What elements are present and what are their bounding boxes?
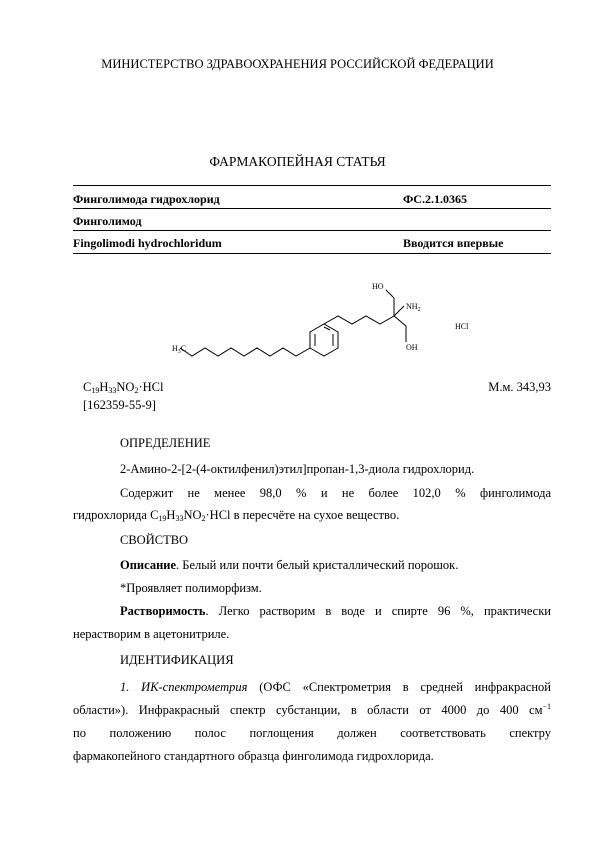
heading-identification: ИДЕНТИФИКАЦИЯ: [120, 653, 234, 667]
molecular-formula: $C_{19}H_{33}NO_2\cdot HCl$: [83, 380, 164, 395]
structure-label-nh2: $NH_2$: [406, 302, 421, 313]
polymorphism-note: *Проявляет полиморфизм.: [120, 581, 262, 595]
divider-bottom: [73, 253, 551, 254]
heading-definition: ОПРЕДЕЛЕНИЕ: [120, 436, 211, 450]
ir-line-4: фармакопейного стандартного образца финголимода гидрохлорида.: [73, 749, 434, 763]
ir-line-3: по положению полос поглощения должен соответствовать спектру: [73, 726, 551, 740]
heading-properties: СВОЙСТВО: [120, 533, 189, 547]
divider-1: [73, 208, 551, 209]
substance-name-ru: Финголимода гидрохлорид: [73, 192, 220, 206]
ir-line-2: области»). Инфракрасный спектр субстанции, в области от 4000 до 400 $см^{-1}$: [73, 702, 551, 717]
molecular-mass: М.м. 343,93: [488, 380, 551, 394]
chemical-name: 2-Амино-2-[2-(4-октилфенил)этил]пропан-1,3-диола гидрохлорид.: [120, 462, 475, 476]
solubility-line-2: нерастворим в ацетонитриле.: [73, 627, 230, 641]
structure-label-h3c: $H_3C$: [172, 344, 187, 355]
substance-name-latin: Fingolimodi hydrochloridum: [73, 236, 222, 250]
content-line-2: гидрохлорида $C_{19}H_{33}NO_2\cdot HCl$ в пересчёте на сухое вещество.: [73, 508, 400, 523]
solubility-line-1: Растворимость. Легко растворим в воде и спирте 96 %, практически: [120, 604, 551, 618]
content-line-1: Содержит не менее 98,0 % и не более 102,0 % финголимода: [120, 486, 551, 500]
cas-number: [162359-55-9]: [83, 398, 156, 412]
ir-line-1: 1. ИК-спектрометрия (ОФС «Спектрометрия в средней инфракрасной: [120, 680, 551, 694]
description: Описание. Белый или почти белый кристаллический порошок.: [120, 558, 459, 572]
structure-label-hcl: HCl: [455, 322, 469, 331]
ministry-header: МИНИСТЕРСТВО ЗДРАВООХРАНЕНИЯ РОССИЙСКОЙ ФЕДЕРАЦИИ: [101, 57, 494, 71]
structure-label-ho: HO: [372, 282, 384, 291]
divider-2: [73, 230, 551, 231]
inn-name-ru: Финголимод: [73, 214, 142, 228]
structural-formula: [150, 276, 490, 366]
monograph-code: ФС.2.1.0365: [403, 192, 467, 206]
introduction-status: Вводится впервые: [403, 236, 504, 250]
structure-label-oh: OH: [406, 343, 418, 352]
document-title: ФАРМАКОПЕЙНАЯ СТАТЬЯ: [209, 154, 386, 169]
structure-bonds: [180, 290, 406, 356]
divider-top: [73, 185, 551, 186]
